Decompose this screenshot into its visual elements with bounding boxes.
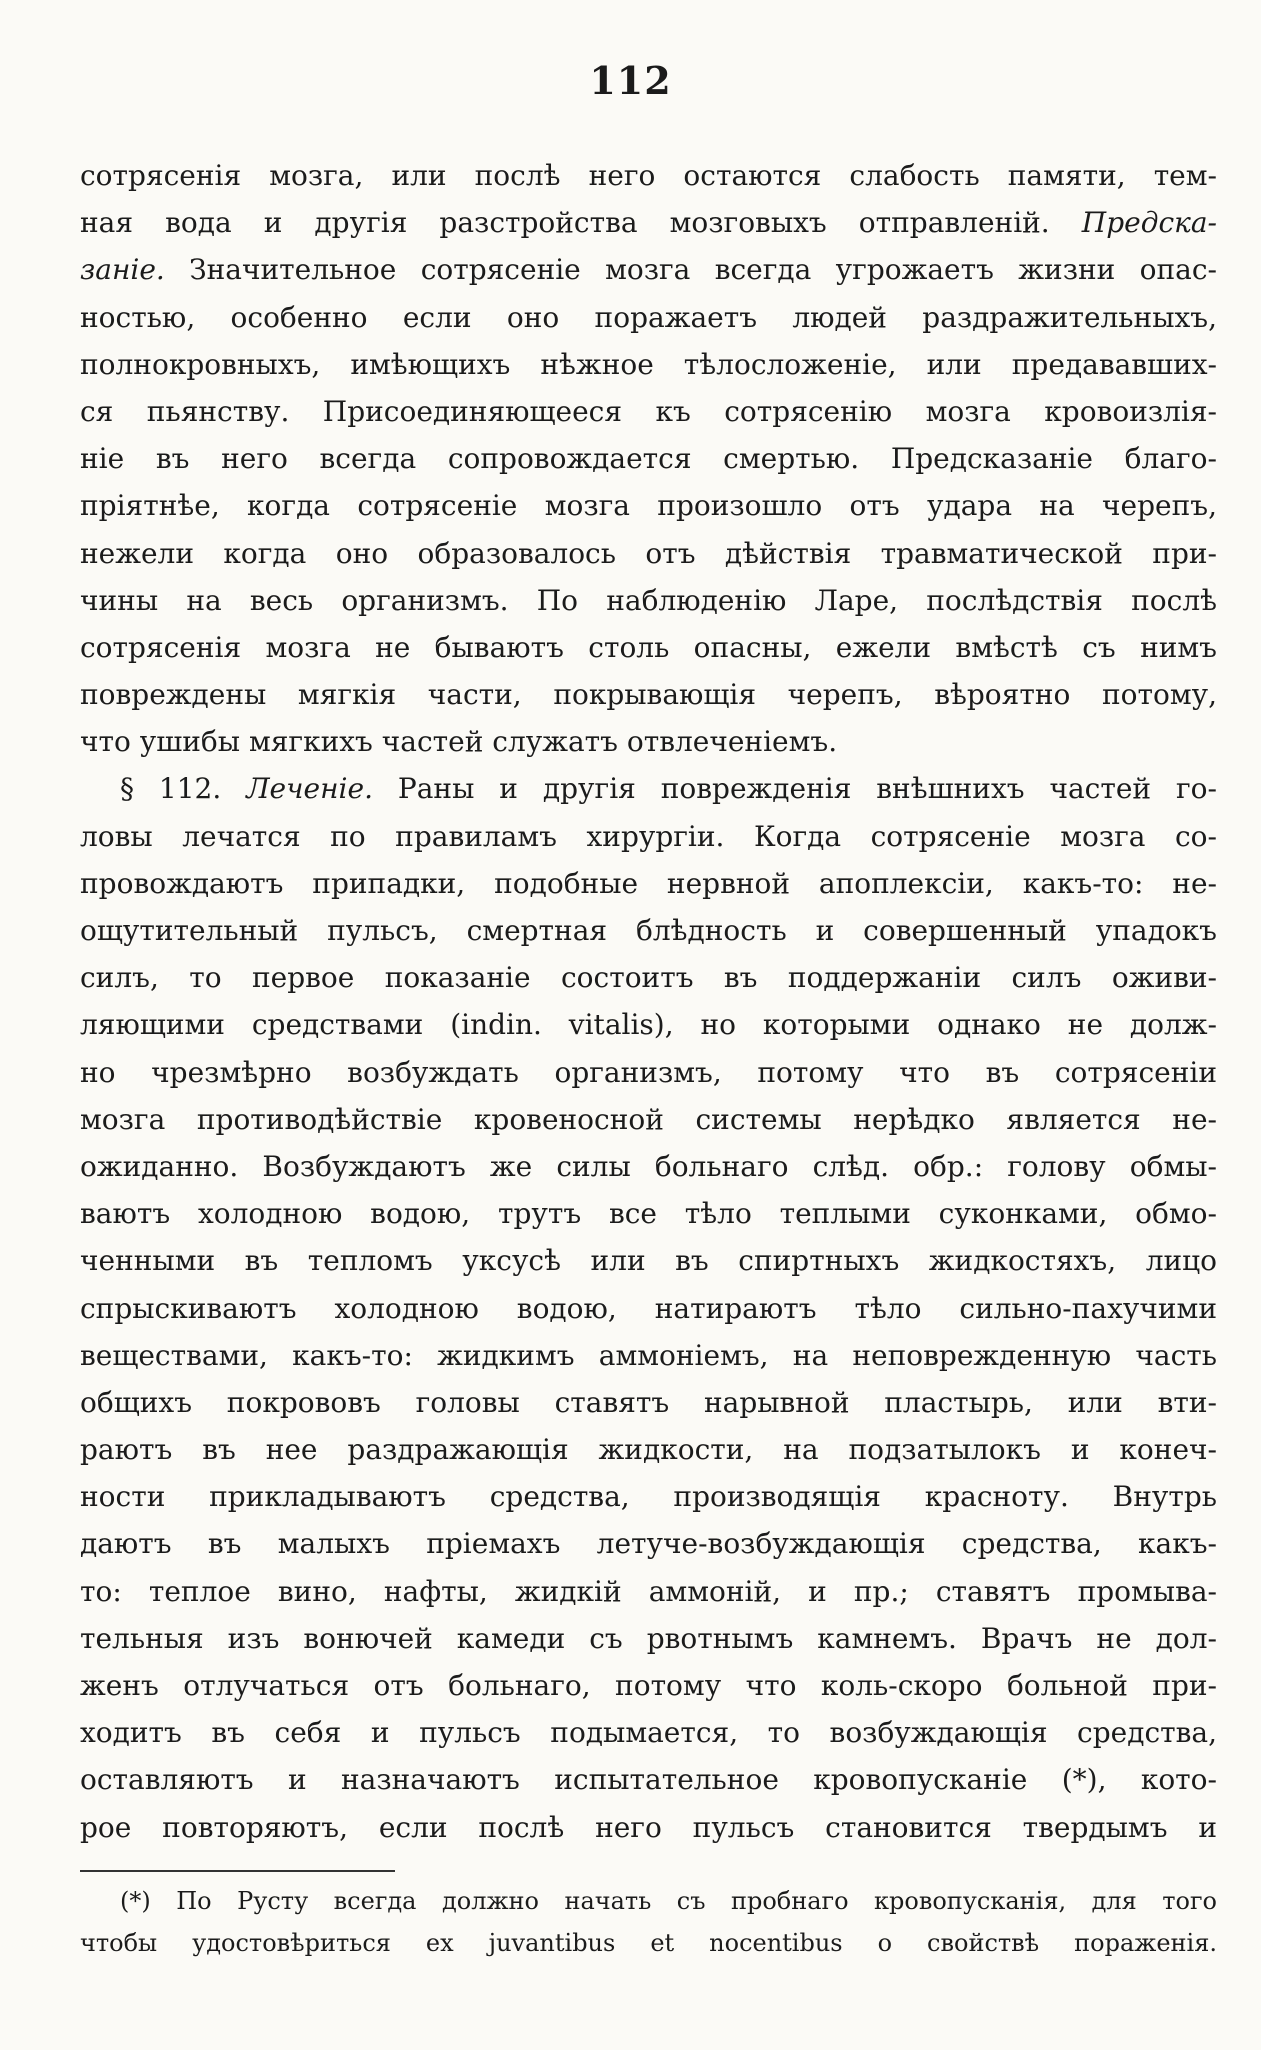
footnote-line: чтобы удостовѣриться ex juvantibus et nocentibus о свойствѣ пораженія. bbox=[80, 1929, 1217, 1957]
text-line: ченными въ тепломъ уксусѣ или въ спиртныхъ жидкостяхъ, лицо bbox=[80, 1244, 1217, 1278]
text-line: мозга противодѣйствіе кровеносной системы нерѣдко является не- bbox=[80, 1102, 1217, 1136]
text-line: ощутительный пульсъ, смертная блѣдность и совершенный упадокъ bbox=[80, 914, 1217, 947]
text-line: ся пьянству. Присоединяющееся къ сотрясенію мозга кровоизлія- bbox=[80, 394, 1217, 428]
text-line: спрыскиваютъ холодною водою, натираютъ тѣло сильно-пахучими bbox=[80, 1291, 1217, 1325]
text-line: сотрясенія мозга не бываютъ столь опасны, ежели вмѣстѣ съ нимъ bbox=[80, 630, 1217, 664]
text-line: ніе въ него всегда сопровождается смертью. Предсказаніе благо- bbox=[80, 442, 1217, 476]
page-number: 112 bbox=[589, 58, 672, 103]
text-line: силъ, то первое показаніе состоитъ въ поддержаніи силъ оживи- bbox=[80, 961, 1217, 995]
text-line: ходитъ въ себя и пульсъ подымается, то возбуждающія средства, bbox=[80, 1716, 1217, 1750]
text-line: общихъ покрововъ головы ставятъ нарывной пластырь, или вти- bbox=[80, 1385, 1217, 1419]
text-line: даютъ въ малыхъ пріемахъ летуче-возбуждающія средства, какъ- bbox=[80, 1527, 1217, 1561]
text-line: рое повторяютъ, если послѣ него пульсъ становится твердымъ и bbox=[80, 1810, 1217, 1844]
text-line: женъ отлучаться отъ больнаго, потому что коль-скоро больной при- bbox=[80, 1669, 1217, 1702]
text-line: сотрясенія мозга, или послѣ него остаются слабость памяти, тем- bbox=[80, 159, 1217, 192]
text-line: ловы лечатся по правиламъ хирургіи. Когда сотрясеніе мозга со- bbox=[80, 819, 1217, 853]
text-line: пріятнѣе, когда сотрясеніе мозга произошло отъ удара на черепъ, bbox=[80, 489, 1217, 523]
text-line: заніе. Значительное сотрясеніе мозга всегда угрожаетъ жизни опас- bbox=[80, 253, 1217, 287]
text-line: ваютъ холодною водою, трутъ все тѣло теплыми суконками, обмо- bbox=[80, 1197, 1217, 1231]
text-line: § 112. Леченіе. Раны и другія поврежденія внѣшнихъ частей го- bbox=[120, 772, 1217, 806]
text-line: что ушибы мягкихъ частей служатъ отвлеченіемъ. bbox=[80, 725, 838, 759]
text-line: но чрезмѣрно возбуждать организмъ, потому что въ сотрясеніи bbox=[80, 1055, 1217, 1089]
text-line: оставляютъ и назначаютъ испытательное кровопусканіе (*), кото- bbox=[80, 1763, 1217, 1797]
text-line: ности прикладываютъ средства, производящія красноту. Внутрь bbox=[80, 1480, 1217, 1514]
footnote-divider bbox=[80, 1870, 395, 1872]
text-line: тельныя изъ вонючей камеди съ рвотнымъ камнемъ. Врачъ не дол- bbox=[80, 1621, 1217, 1655]
footnotes bbox=[80, 1880, 1217, 1964]
text-line: раютъ въ нее раздражающія жидкости, на подзатылокъ и конеч- bbox=[80, 1433, 1217, 1467]
text-line: провождаютъ припадки, подобные нервной апоплексіи, какъ-то: не- bbox=[80, 866, 1217, 900]
text-line: полнокровныхъ, имѣющихъ нѣжное тѣлосложеніе, или предававших- bbox=[80, 347, 1217, 381]
text-line: ностью, особенно если оно поражаетъ людей раздражительныхъ, bbox=[80, 300, 1217, 334]
text-line: повреждены мягкія части, покрывающія черепъ, вѣроятно потому, bbox=[80, 678, 1217, 712]
text-line: веществами, какъ-то: жидкимъ аммоніемъ, на неповрежденную часть bbox=[80, 1338, 1217, 1372]
footnote-line: (*) По Русту всегда должно начать съ пробнаго кровопусканія, для того bbox=[120, 1887, 1217, 1915]
text-line: ляющими средствами (indin. vitalis), но которыми однако не долж- bbox=[80, 1008, 1217, 1042]
body-text bbox=[80, 152, 1217, 1851]
text-line: ожиданно. Возбуждаютъ же силы больнаго слѣд. обр.: голову обмы- bbox=[80, 1149, 1217, 1183]
text-line: чины на весь организмъ. По наблюденію Ларе, послѣдствія послѣ bbox=[80, 583, 1217, 617]
text-line: то: теплое вино, нафты, жидкій аммоній, и пр.; ставятъ промыва- bbox=[80, 1574, 1217, 1608]
text-line: нежели когда оно образовалось отъ дѣйствія травматической при- bbox=[80, 536, 1217, 570]
text-line: ная вода и другія разстройства мозговыхъ отправленій. Предска- bbox=[80, 206, 1217, 240]
